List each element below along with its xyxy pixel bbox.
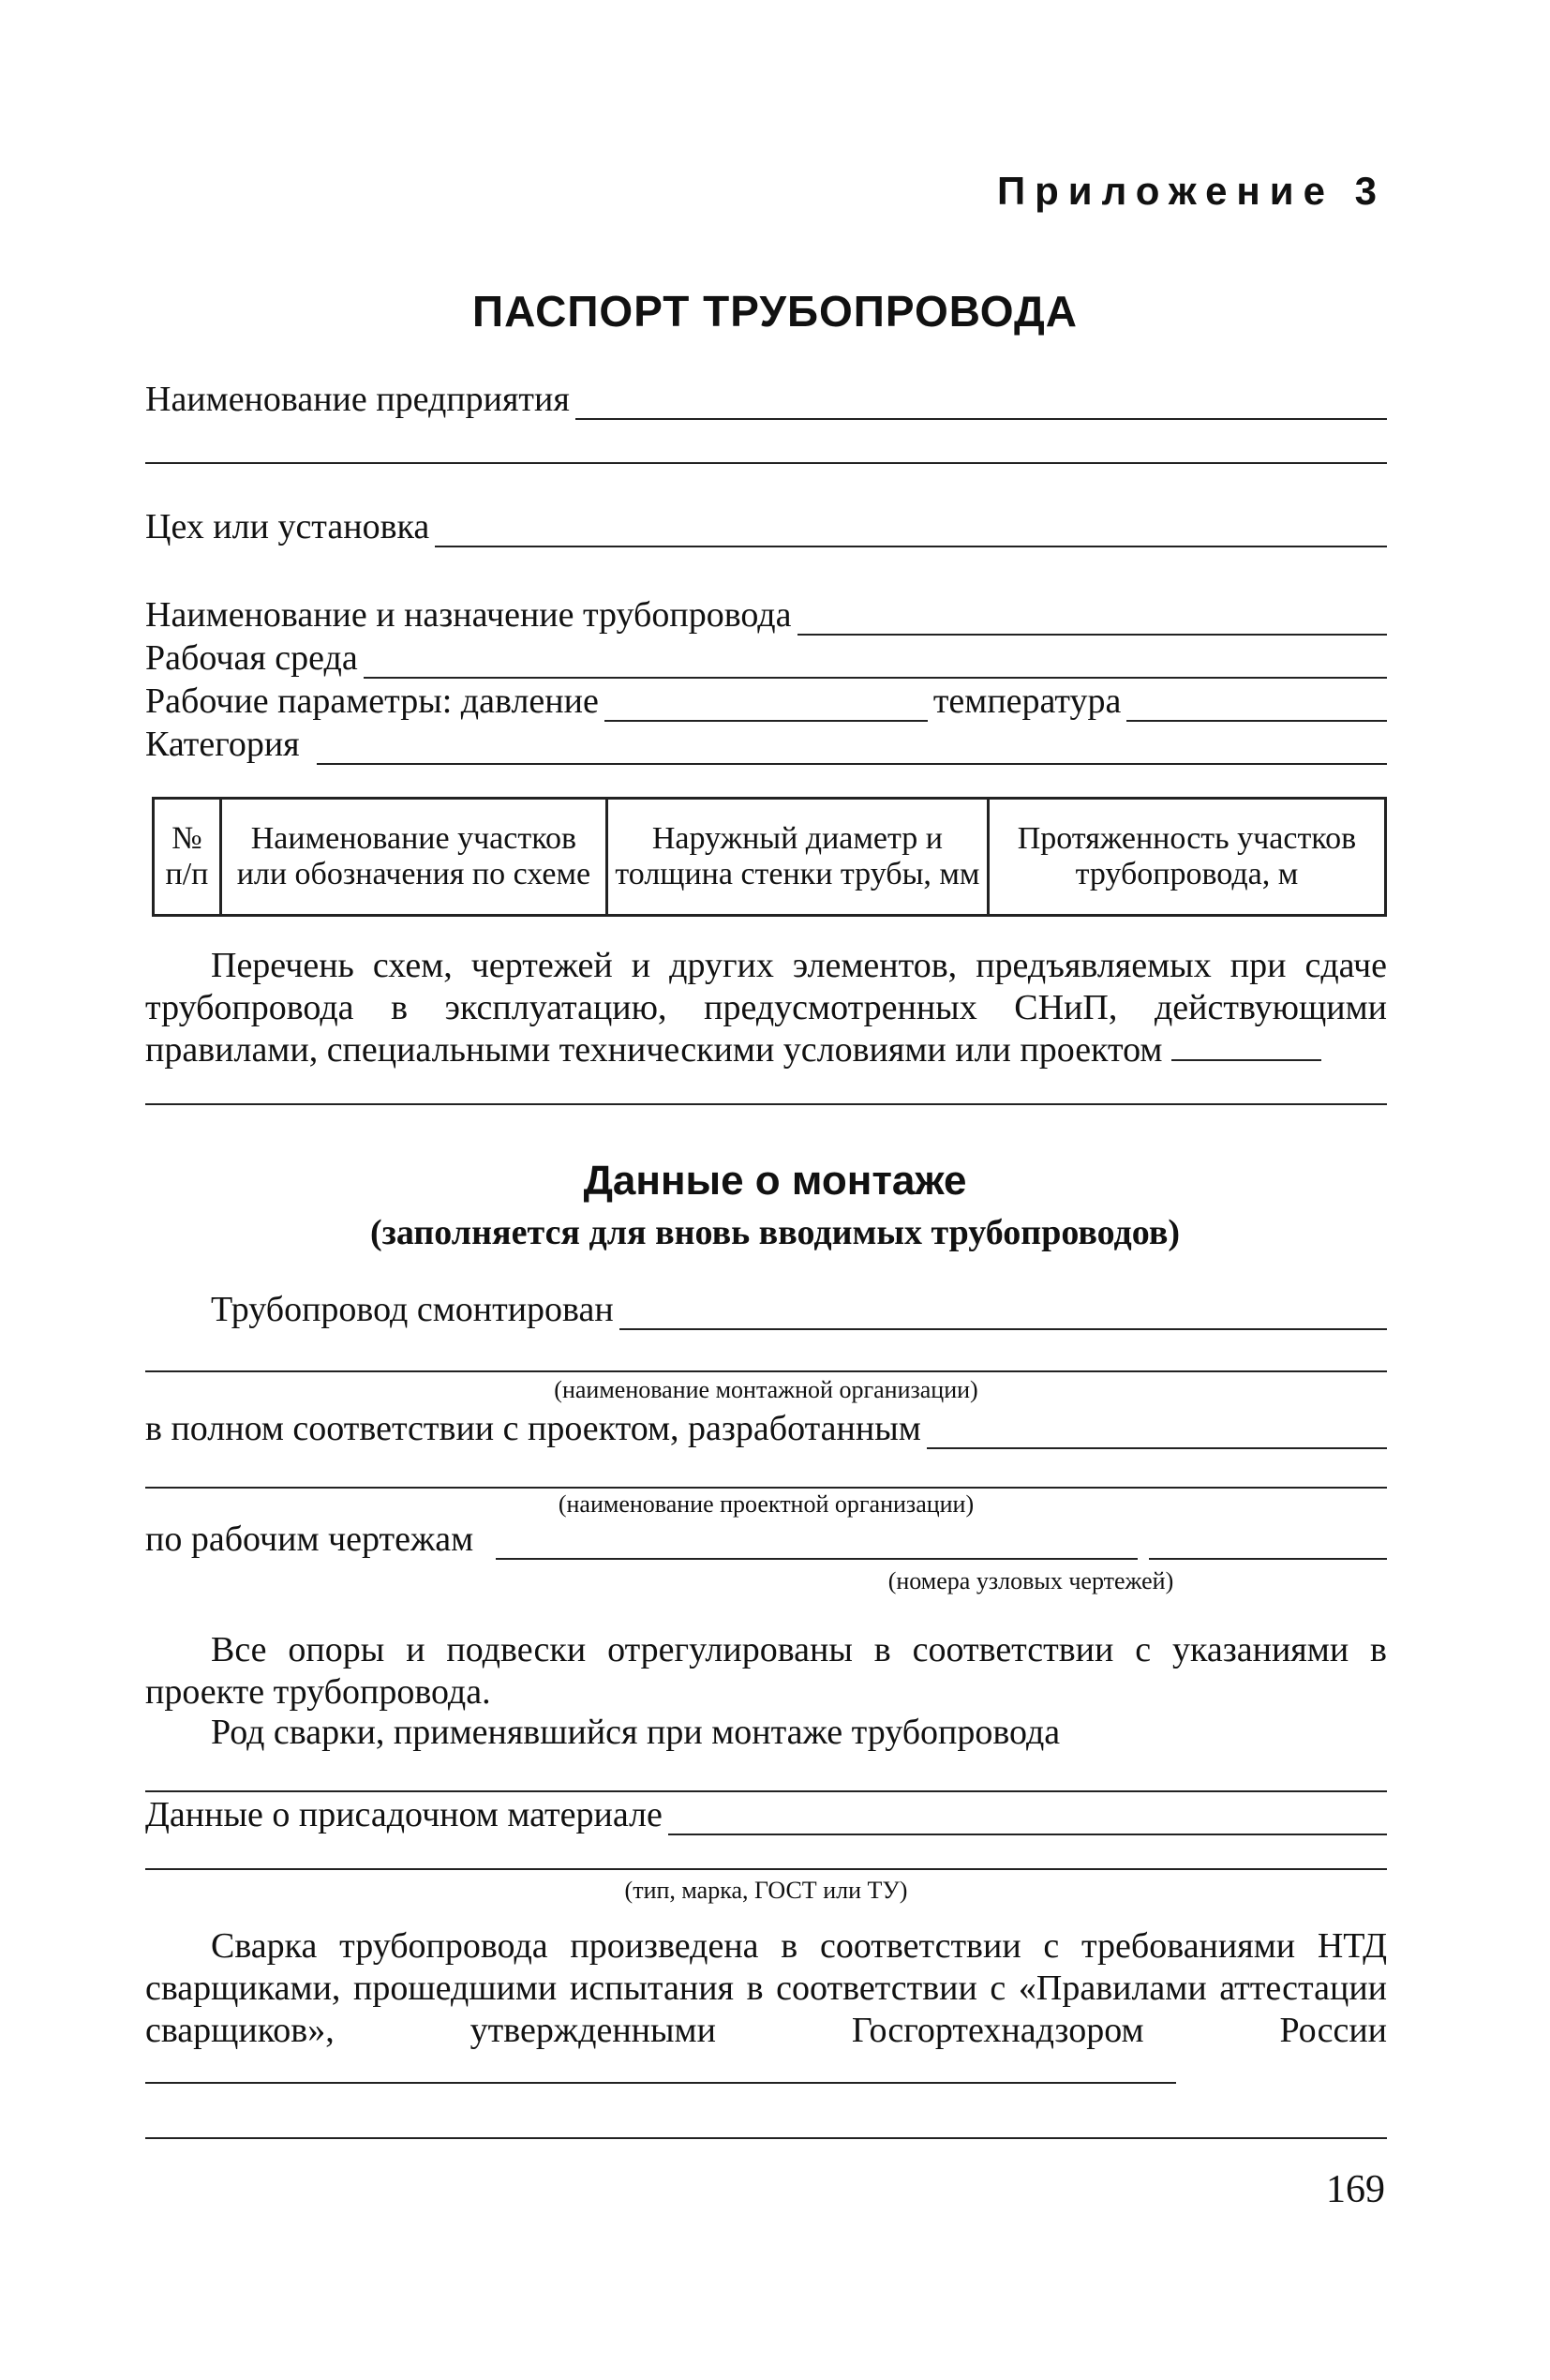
caption-design-org: (наименование проектной организации) [558,1490,975,1518]
mounted-by-input-line[interactable] [619,1296,1387,1330]
header-section-name: Наименование участков или обозначения по схеме [220,799,606,916]
installation-subtitle: (заполняется для вновь вводимых трубопроводов) [369,1213,1181,1252]
pipeline-name-field [145,594,1387,636]
caption-mounting-org: (наименование монтажной организации) [554,1376,978,1403]
temperature-label: температура [932,681,1122,721]
per-project-field [145,1408,1387,1449]
header-length: Протяженность участков трубопровода, м [988,799,1385,916]
per-project-label: в полном соответствии с проектом, разработанным [145,1409,921,1448]
workshop-input-line[interactable] [435,514,1387,547]
drawings-input-line-1[interactable] [496,1526,1138,1560]
params-field [145,681,1387,722]
supports-paragraph: Все опоры и подвески отрегулированы в соответствии с указаниями в проекте трубопровода. [145,1630,1387,1712]
drawings-field [145,1519,1387,1560]
schemes-paragraph-text: Перечень схем, чертежей и других элементов, предъявляемых при сдаче трубопровода в эксплуатацию, предусмотренных СНиП, действующими правилами, специальными техническими условиями или проектом [145,946,1387,1070]
schemes-continuation-line[interactable] [145,1103,1387,1105]
medium-label: Рабочая среда [145,638,358,678]
enterprise-continuation-line[interactable] [145,462,1387,464]
mounted-by-continuation-line[interactable] [145,1370,1387,1372]
welding-continuation-line[interactable] [145,2137,1387,2139]
workshop-label: Цех или установка [145,507,430,546]
header-diameter: Наружный диаметр и толщина стенки трубы, мм [606,799,988,916]
pressure-input-line[interactable] [604,688,928,722]
welding-input-line[interactable] [145,2054,1176,2084]
category-input-line[interactable] [317,731,1387,765]
filler-field [145,1794,1387,1835]
filler-label: Данные о присадочном материале [145,1795,663,1834]
category-field [145,724,1387,765]
mounted-by-field [211,1289,1387,1330]
per-project-input-line[interactable] [927,1415,1387,1449]
document-title: ПАСПОРТ ТРУБОПРОВОДА [472,287,1078,336]
filler-continuation-line[interactable] [145,1868,1387,1870]
drawings-input-line-2[interactable] [1149,1526,1387,1560]
enterprise-field [145,379,1387,420]
category-label: Категория [145,725,300,764]
enterprise-label: Наименование предприятия [145,380,570,419]
medium-input-line[interactable] [364,645,1387,679]
welding-paragraph [145,1925,1387,2094]
welding-kind-input-line[interactable] [145,1790,1387,1792]
welding-paragraph-text: Сварка трубопровода произведена в соответствии с требованиями НТД сварщиками, прошедшими испытания в соответствии с «Правилами аттестации сварщиков», утвержденными Госгортехнадзором России [145,1926,1387,2050]
per-project-continuation-line[interactable] [145,1487,1387,1489]
installation-title: Данные о монтаже [583,1158,967,1204]
caption-drawing-numbers: (номера узловых чертежей) [887,1567,1174,1594]
medium-field [145,637,1387,679]
pipeline-name-label: Наименование и назначение трубопровода [145,595,792,635]
page-number: 169 [1326,2168,1385,2211]
temperature-input-line[interactable] [1126,688,1387,722]
mounted-by-label: Трубопровод смонтирован [211,1290,614,1329]
schemes-paragraph [145,945,1387,1071]
table-header-row [154,799,1386,916]
workshop-field [145,506,1387,547]
caption-filler: (тип, марка, ГОСТ или ТУ) [624,1877,908,1904]
pressure-label: Рабочие параметры: давление [145,681,599,721]
welding-kind-label: Род сварки, применявшийся при монтаже трубопровода [211,1713,1061,1752]
welding-kind-field [211,1712,1387,1753]
filler-input-line[interactable] [668,1802,1387,1835]
header-number: № п/п [154,799,221,916]
appendix-label: Приложение 3 [996,169,1386,213]
pipeline-name-input-line[interactable] [797,602,1387,636]
enterprise-input-line[interactable] [575,386,1387,420]
schemes-input-line[interactable] [1171,1031,1321,1061]
drawings-label: по рабочим чертежам [145,1519,474,1559]
pipeline-sections-table [152,797,1387,917]
